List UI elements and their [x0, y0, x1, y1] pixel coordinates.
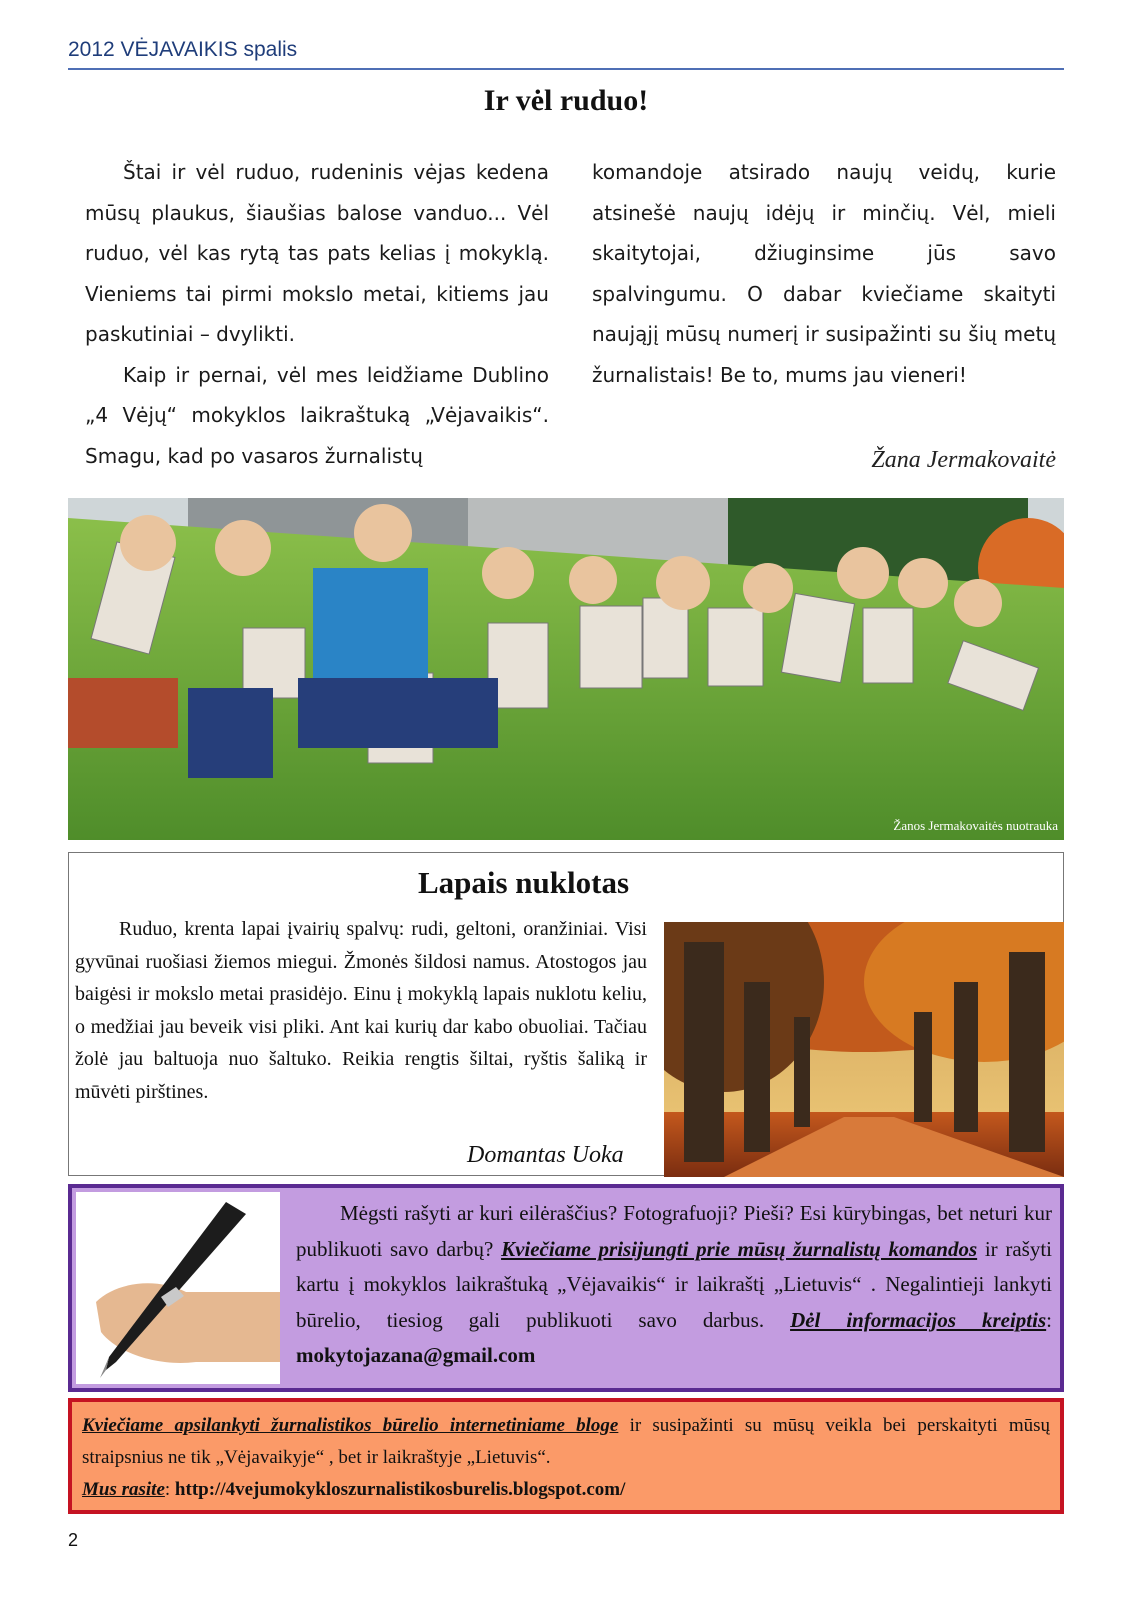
page-header [68, 36, 1064, 70]
invitation-text [296, 1196, 1052, 1374]
article-author: Žana Jermakovaitė [871, 447, 1056, 473]
contact-email[interactable]: mokytojazana@gmail.com [296, 1343, 536, 1367]
blog-url-link[interactable]: http://4vejumokykloszurnalistikosburelis.blogspot.com/ [174, 1479, 626, 1500]
lapais-article-box [68, 852, 1064, 1176]
invitation-text-2: ir rašyti kartu į mokyklos laikraštuką „Vėjavaikis“ ir laikraštį „Lietuvis“ . Negalintieji lankyti būrelio, tiesiog gali publikuoti savo darbus. [296, 1236, 1053, 1332]
header-title: 2012 VĖJAVAIKIS spalis [68, 38, 298, 61]
pen-hand-image [76, 1192, 280, 1384]
blog-text-1: ir susipažinti su mūsų veikla bei perskaityti mūsų straipsnius ne tik „Vėjavaikyje“ , bet ir laikraštyje „Lietuvis“. [82, 1415, 1050, 1468]
page-number: 2 [68, 1530, 79, 1550]
join-team-link[interactable]: Kviečiame prisijungti prie mūsų žurnalistų komandos [501, 1236, 978, 1261]
article-paragraph-1: Štai ir vėl ruduo, rudeninis vėjas kedena mūsų plaukus, šiaušias balose vanduo... Vėl ruduo, vėl kas rytą tas pats kelias į mokyklą. Vieniems tai pirmi mokslo metai, kitiems jau paskutiniai – dvylikti. [85, 160, 549, 346]
invitation-text-1: Mėgsti rašyti ar kuri eilėraščius? Fotografuoji? Pieši? Esi kūrybingas, bet neturi kur publikuoti savo darbų? [296, 1201, 1052, 1261]
lapais-text: Ruduo, krenta lapai įvairių spalvų: rudi, geltoni, oranžiniai. Visi gyvūnai ruošiasi žiemos miegui. Žmonės šildosi namus. Atostogos jau baigėsi ir mokslo metai prasidėjo. Einu į mokyklą lapais nuklotu keliu, o medžiai jau beveik visi pliki. Ant kai kurių dar kabo obuoliai. Tačiau žolė jau baltuoja nuo šaltuko. Reikia rengtis šiltai, ryštis šaliką ir mūvėti pirštines. [75, 918, 647, 1103]
find-us-label: Mus rasite [82, 1479, 165, 1500]
invitation-box [68, 1184, 1064, 1392]
invitation-colon: : [1046, 1307, 1052, 1332]
autumn-park-image [664, 922, 1064, 1177]
group-photo-image [68, 498, 1064, 840]
article-right-column [592, 152, 1056, 472]
lapais-author: Domantas Uoka [467, 1142, 624, 1168]
blog-box [68, 1398, 1064, 1514]
contact-info-link[interactable]: Dėl informacijos kreiptis [790, 1307, 1047, 1332]
lapais-title: Lapais nuklotas [417, 865, 630, 900]
article-title: Ir vėl ruduo! [483, 84, 649, 117]
article-paragraph-3: komandoje atsirado naujų veidų, kurie atsinešė naujų idėjų ir minčių. Vėl, mieli skaitytojai, džiuginsime jūs savo spalvingumu. O dabar kviečiame skaityti naująjį mūsų numerį ir susipažinti su šių metų žurnalistais! Be to, mums jau vieneri! [592, 160, 1056, 387]
photo-caption: Žanos Jermakovaitės nuotrauka [893, 818, 1058, 833]
group-photo [68, 498, 1064, 840]
blog-invite-link[interactable]: Kviečiame apsilankyti žurnalistikos būrelio internetiniame bloge [82, 1415, 619, 1436]
article-paragraph-2: Kaip ir pernai, vėl mes leidžiame Dublino „4 Vėjų“ mokyklos laikraštuką „Vėjavaikis“. Smagu, kad po vasaros žurnalistų [85, 362, 549, 468]
blog-colon: : [164, 1479, 175, 1500]
article-left-column [85, 152, 549, 476]
blog-text [82, 1410, 1050, 1506]
